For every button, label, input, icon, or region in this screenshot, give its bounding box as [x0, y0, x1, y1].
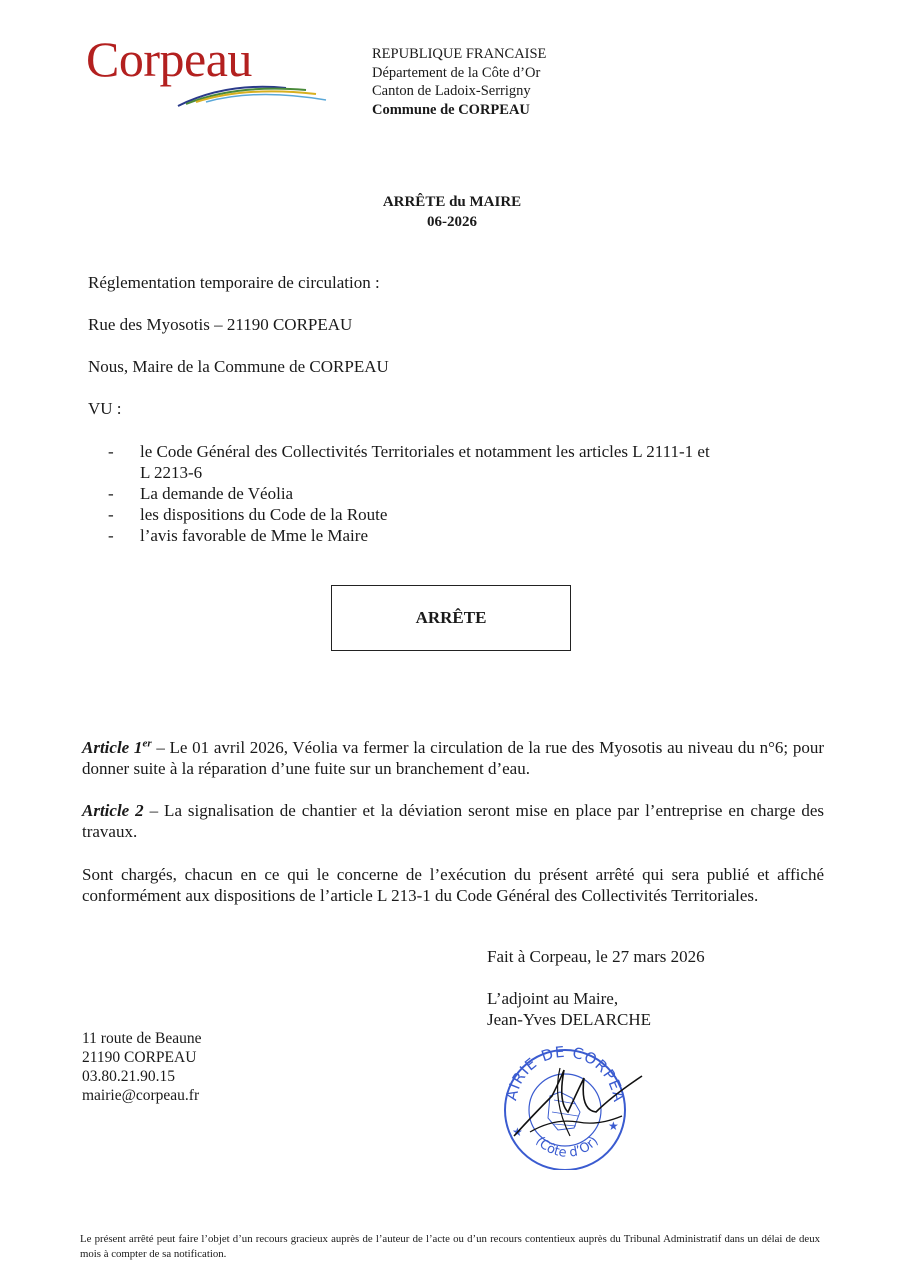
vu-list	[108, 441, 710, 546]
list-item	[108, 525, 710, 546]
article-1-label-text: Article 1	[82, 738, 143, 757]
svg-text:MAIRIE DE CORPEAU	[494, 1040, 628, 1104]
header-republic: REPUBLIQUE FRANCAISE	[372, 46, 547, 62]
arrete-box	[331, 585, 571, 651]
article-1-text: – Le 01 avril 2026, Véolia va fermer la circulation de la rue des Myosotis au niveau du n°6; pour donner suite à la réparation d’une fuite sur un branchement d’eau.	[82, 738, 824, 778]
list-item	[108, 483, 710, 504]
title-number: 06-2026	[427, 214, 477, 230]
list-dash: -	[108, 526, 114, 545]
list-dash: -	[108, 505, 114, 524]
list-item	[108, 441, 710, 483]
street-line: Rue des Myosotis – 21190 CORPEAU	[88, 315, 353, 334]
signature-place-date: Fait à Corpeau, le 27 mars 2026	[487, 947, 705, 966]
article-1-label	[82, 738, 152, 757]
arrete-label: ARRÊTE	[415, 608, 487, 627]
list-item-text: les dispositions du Code de la Route	[140, 505, 388, 524]
svg-text:★: ★	[512, 1125, 523, 1139]
logo-swoosh-icon	[166, 80, 371, 110]
list-item-text: le Code Général des Collectivités Territoriales et notamment les articles L 2111-1 et	[140, 442, 710, 461]
list-item-text: La demande de Véolia	[140, 484, 294, 503]
official-seal	[494, 1040, 644, 1170]
address-email: mairie@corpeau.fr	[82, 1087, 200, 1104]
charges-paragraph: Sont chargés, chacun en ce qui le concerne de l’exécution du présent arrêté qui sera publié et affiché conformément aux dispositions de l’article L 213-1 du Code Général des Collectivités Territoriales.	[82, 865, 824, 905]
title-line: ARRÊTE du MAIRE	[382, 194, 522, 210]
corpeau-logo	[86, 30, 286, 110]
document-title	[0, 192, 900, 232]
logo-wordmark: Corpeau	[86, 31, 252, 87]
header-block	[372, 45, 546, 119]
seal-bottom-text: (Côte d’Or)	[532, 1133, 602, 1161]
seal-top-text: AIRIE DE CORPEA	[502, 1042, 629, 1104]
vu-heading: VU :	[88, 399, 122, 418]
list-dash: -	[108, 484, 114, 503]
article-2	[82, 800, 824, 842]
article-2-label: Article 2	[82, 801, 144, 820]
address-block	[82, 1029, 202, 1105]
article-1	[82, 737, 824, 779]
list-dash: -	[108, 442, 114, 461]
svg-text:(Côte d’Or)	[532, 1134, 601, 1161]
header-commune: Commune de CORPEAU	[372, 101, 530, 118]
header-department: Département de la Côte d’Or	[372, 64, 541, 81]
regulation-line: Réglementation temporaire de circulation :	[88, 273, 380, 292]
svg-text:★: ★	[608, 1119, 619, 1133]
address-city: 21190 CORPEAU	[82, 1049, 197, 1066]
list-item-text-cont: L 2213-6	[140, 463, 203, 482]
address-street: 11 route de Beaune	[82, 1030, 202, 1047]
address-phone: 03.80.21.90.15	[82, 1068, 175, 1085]
nous-line: Nous, Maire de la Commune de CORPEAU	[88, 357, 389, 376]
list-item-text: l’avis favorable de Mme le Maire	[140, 526, 368, 545]
article-1-sup: er	[142, 737, 152, 750]
header-canton: Canton de Ladoix-Serrigny	[372, 83, 531, 99]
seal-stamp-icon	[494, 1040, 644, 1170]
signature-name: Jean-Yves DELARCHE	[487, 1010, 652, 1029]
article-2-text: – La signalisation de chantier et la déviation seront mise en place par l’entreprise en charge des travaux.	[82, 801, 825, 841]
legal-footer: Le présent arrêté peut faire l’objet d’un recours gracieux auprès de l’auteur de l’acte ou d’un recours contentieux auprès du Tribunal Administratif dans un délai de deux mois à compter de sa notification.	[80, 1233, 820, 1260]
list-item	[108, 504, 710, 525]
signature-role: L’adjoint au Maire,	[487, 989, 619, 1008]
